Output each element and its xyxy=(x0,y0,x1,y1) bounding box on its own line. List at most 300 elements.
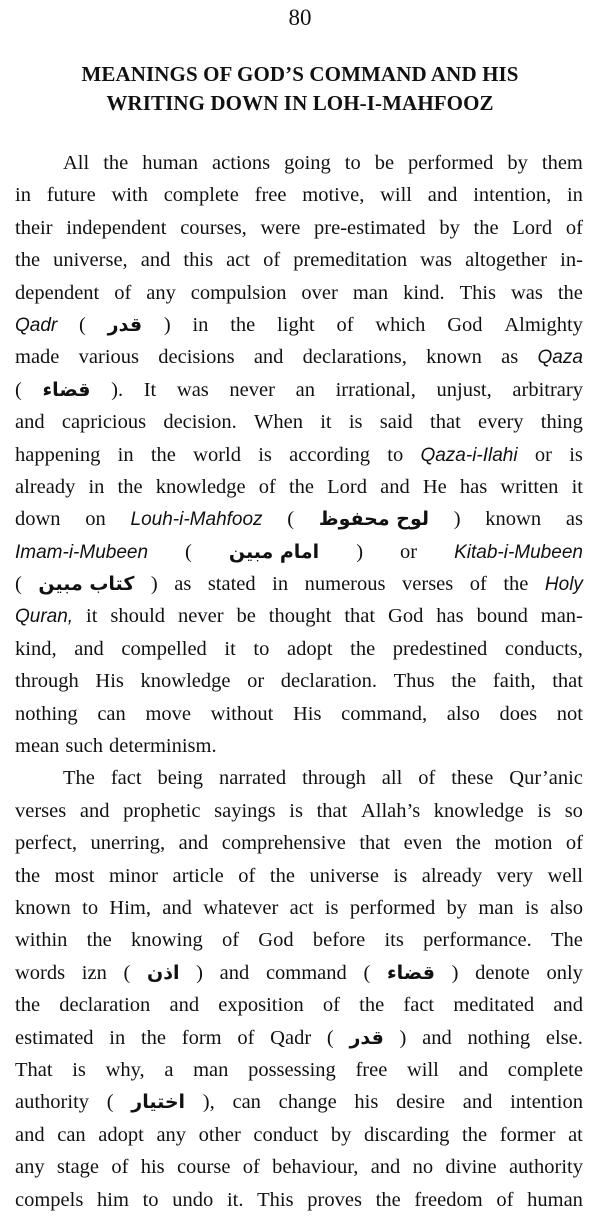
word: already xyxy=(15,475,76,498)
text-line xyxy=(15,795,583,827)
word: any xyxy=(156,1123,187,1146)
word: before xyxy=(312,929,366,952)
word: universe, xyxy=(53,249,128,272)
word: has xyxy=(436,605,464,628)
word: all xyxy=(381,767,403,790)
word: and xyxy=(370,1156,401,1179)
word: God xyxy=(258,929,294,952)
word: or xyxy=(247,670,265,693)
word: desire xyxy=(396,1091,446,1114)
word: will xyxy=(380,184,413,207)
text-line xyxy=(15,277,583,309)
word: Lord xyxy=(327,475,368,498)
word: ). xyxy=(111,378,124,401)
word: any xyxy=(146,281,176,304)
word: that xyxy=(552,670,583,693)
page-number: 80 xyxy=(288,5,312,30)
text-line xyxy=(15,633,583,665)
word: made xyxy=(15,346,60,369)
word: ) xyxy=(356,540,364,563)
word: knowledge xyxy=(433,799,524,822)
text-line xyxy=(15,147,583,179)
word: authority xyxy=(508,1156,583,1179)
word: minor xyxy=(109,864,158,887)
word: ( xyxy=(123,961,131,984)
word: in xyxy=(88,475,105,498)
word: to xyxy=(142,1188,159,1211)
word: and xyxy=(458,1058,489,1081)
word: declarations, xyxy=(302,346,407,369)
word: the xyxy=(462,1123,488,1146)
word: of xyxy=(242,1156,260,1179)
word: future xyxy=(46,184,96,207)
word: izn xyxy=(81,961,107,984)
word: exposition xyxy=(218,994,304,1017)
word: ) xyxy=(150,573,158,596)
word: never xyxy=(229,378,275,401)
word: in xyxy=(109,1026,126,1049)
chapter-title xyxy=(30,60,570,118)
text-line xyxy=(15,989,583,1021)
word: This xyxy=(257,1188,294,1211)
word: compelled xyxy=(121,637,207,660)
word: determinism. xyxy=(108,735,217,758)
word: He xyxy=(422,475,447,498)
word: man xyxy=(193,1058,229,1081)
arabic-term: اختيار xyxy=(131,1091,186,1114)
word: faith, xyxy=(492,670,536,693)
word: known xyxy=(426,346,482,369)
word: unerring, xyxy=(90,832,166,855)
word: being xyxy=(157,767,204,790)
word: within xyxy=(15,929,68,952)
word: narrated xyxy=(218,767,287,790)
word: were xyxy=(260,216,301,239)
word: mean xyxy=(15,735,60,758)
text-line xyxy=(15,892,583,924)
word: command, xyxy=(341,702,428,725)
word: perfect, xyxy=(15,832,78,855)
word: ( xyxy=(15,378,22,401)
word: comprehensive xyxy=(221,832,346,855)
text-line xyxy=(15,503,583,535)
word: going xyxy=(284,152,331,174)
word: ( xyxy=(185,540,192,563)
word: change xyxy=(278,1091,337,1114)
word: authority xyxy=(15,1091,90,1114)
text-line xyxy=(15,924,583,956)
text-line xyxy=(15,374,583,406)
word: can xyxy=(97,702,126,725)
word: man xyxy=(352,281,389,304)
text-line xyxy=(15,1119,583,1151)
word: known xyxy=(15,896,71,919)
text-line xyxy=(15,341,583,373)
arabic-term: قضاء xyxy=(42,378,91,401)
word: through xyxy=(302,767,366,790)
word: bound xyxy=(476,605,528,628)
word: human xyxy=(527,1188,583,1211)
word: possessing xyxy=(248,1058,336,1081)
word: this xyxy=(183,249,214,272)
word: All xyxy=(63,152,90,174)
text-line xyxy=(15,1054,583,1086)
word: the xyxy=(455,832,481,855)
word: the xyxy=(350,637,376,660)
word: is xyxy=(72,1058,86,1081)
word: words xyxy=(15,961,66,984)
text-line xyxy=(15,471,583,503)
word: which xyxy=(375,313,426,336)
word: through xyxy=(15,670,79,693)
word: on xyxy=(85,508,106,531)
word: compulsion xyxy=(190,281,287,304)
word: also xyxy=(549,896,583,919)
word: world xyxy=(193,443,241,466)
word: courses, xyxy=(180,216,247,239)
word: is xyxy=(324,896,339,919)
word: and xyxy=(15,1123,45,1146)
word: with xyxy=(111,184,148,207)
word: a xyxy=(164,1058,174,1081)
word: them xyxy=(541,152,583,174)
word: and xyxy=(79,799,110,822)
word: independent xyxy=(66,216,167,239)
word: as xyxy=(565,508,583,531)
word: in- xyxy=(560,249,583,272)
word: God xyxy=(447,313,483,336)
arabic-term: قضاء xyxy=(386,961,435,984)
word: thing xyxy=(540,411,583,434)
word: ( xyxy=(79,313,86,336)
word: it xyxy=(86,605,98,628)
word: was xyxy=(511,281,543,304)
word: to xyxy=(344,152,361,174)
word: by xyxy=(507,152,528,174)
word: written xyxy=(500,475,559,498)
word: should xyxy=(110,605,166,628)
word: it xyxy=(320,411,332,434)
word: of xyxy=(496,1188,514,1211)
word: Qadr xyxy=(270,1026,312,1049)
word: is xyxy=(537,799,552,822)
word: in xyxy=(272,573,289,596)
italic-term: Qaza xyxy=(537,347,583,369)
word: its xyxy=(384,929,404,952)
word: His xyxy=(293,702,322,725)
word: stage xyxy=(56,1156,100,1179)
word: the xyxy=(375,1188,401,1211)
arabic-term: كتاب مبین xyxy=(38,573,135,596)
word: ( xyxy=(106,1091,114,1114)
word: happening xyxy=(15,443,101,466)
text-line xyxy=(15,244,583,276)
text-line xyxy=(15,698,583,730)
word: does xyxy=(499,702,538,725)
word: whatever xyxy=(203,896,279,919)
chapter-title-line-1: MEANINGS OF GOD’S COMMAND AND HIS xyxy=(81,62,519,86)
word: actions xyxy=(212,152,271,174)
word: human xyxy=(142,152,199,174)
text-line xyxy=(15,762,583,794)
word: already xyxy=(421,864,483,887)
word: the xyxy=(230,313,256,336)
word: former xyxy=(499,1123,556,1146)
italic-term: Qadr xyxy=(15,314,58,336)
word: and xyxy=(553,994,583,1017)
arabic-term: قدر xyxy=(107,313,143,336)
word: capricious xyxy=(61,411,147,434)
word: in xyxy=(566,184,583,207)
word: the xyxy=(86,929,112,952)
word: stated xyxy=(207,573,256,596)
word: complete xyxy=(163,184,239,207)
word: and xyxy=(219,961,250,984)
word: the xyxy=(15,994,41,1017)
word: only xyxy=(546,961,583,984)
text-line xyxy=(15,1184,583,1216)
word: or xyxy=(400,540,418,563)
text-line xyxy=(15,1022,583,1054)
word: Almighty xyxy=(504,313,583,336)
word: numerous xyxy=(304,573,386,596)
word: it. xyxy=(226,1188,244,1211)
word: will xyxy=(406,1058,439,1081)
word: and xyxy=(74,637,104,660)
word: pre-estimated xyxy=(314,216,426,239)
word: Him, xyxy=(109,896,151,919)
word: was xyxy=(420,249,453,272)
word: irrational, xyxy=(335,378,416,401)
word: thought xyxy=(268,605,332,628)
word: That xyxy=(15,1058,53,1081)
word: freedom xyxy=(414,1188,483,1211)
italic-term: Kitab-i-Mubeen xyxy=(454,541,583,563)
word: is xyxy=(348,411,363,434)
word: His xyxy=(95,670,124,693)
word: performance. xyxy=(423,929,532,952)
word: can xyxy=(57,1123,86,1146)
body-text xyxy=(15,147,583,1216)
word: and xyxy=(169,994,200,1017)
word: knowledge xyxy=(140,670,231,693)
word: behaviour, xyxy=(272,1156,359,1179)
text-line xyxy=(15,568,583,600)
word: knowing xyxy=(130,929,203,952)
word: down xyxy=(15,508,61,531)
word: the xyxy=(15,864,41,887)
word: course xyxy=(176,1156,231,1179)
word: his xyxy=(140,1156,165,1179)
word: This xyxy=(459,281,497,304)
word: adopt xyxy=(98,1123,144,1146)
word: God xyxy=(388,605,424,628)
chapter-title-line-2: WRITING DOWN IN LOH-I-MAHFOOZ xyxy=(106,91,494,115)
word: fact xyxy=(403,994,435,1017)
text-line xyxy=(15,536,583,568)
word: sayings xyxy=(214,799,276,822)
word: declaration xyxy=(59,994,151,1017)
word: the xyxy=(557,281,583,304)
word: the xyxy=(15,249,41,272)
word: proves xyxy=(307,1188,362,1211)
word: prophetic xyxy=(123,799,201,822)
italic-term: Holy xyxy=(544,574,583,596)
word: predestined xyxy=(392,637,488,660)
text-line xyxy=(15,1086,583,1118)
word: it xyxy=(224,637,236,660)
word: why, xyxy=(105,1058,145,1081)
word: else. xyxy=(545,1026,583,1049)
word: The xyxy=(63,767,95,790)
word: the xyxy=(103,152,129,174)
word: as xyxy=(501,346,519,369)
word: ) xyxy=(196,961,203,984)
word: the xyxy=(451,670,477,693)
word: divine xyxy=(445,1156,497,1179)
word: conduct xyxy=(253,1123,319,1146)
word: discarding xyxy=(364,1123,450,1146)
word: and xyxy=(15,411,45,434)
word: according xyxy=(289,443,370,466)
word: the xyxy=(140,1026,167,1049)
word: to xyxy=(253,637,270,660)
word: denote xyxy=(475,961,530,984)
word: estimated xyxy=(15,1026,94,1049)
word: act xyxy=(226,249,251,272)
word: the xyxy=(288,475,315,498)
word: by xyxy=(446,896,468,919)
word: Lord xyxy=(512,216,553,239)
word: motive, xyxy=(302,184,365,207)
word: the xyxy=(269,864,295,887)
word: as xyxy=(174,573,192,596)
word: intention, xyxy=(473,184,552,207)
word: most xyxy=(54,864,95,887)
word: be xyxy=(236,605,256,628)
word: any xyxy=(15,1156,45,1179)
italic-term: Qaza-i-Ilahi xyxy=(420,444,518,466)
word: his xyxy=(354,1091,379,1114)
word: man- xyxy=(540,605,583,628)
word: ) xyxy=(399,1026,407,1049)
word: not xyxy=(556,702,583,725)
word: conducts, xyxy=(504,637,583,660)
word: nothing xyxy=(15,702,78,725)
word: kind. xyxy=(403,281,445,304)
word: is xyxy=(569,443,583,466)
word: ) xyxy=(451,961,459,984)
word: very xyxy=(496,864,534,887)
word: is xyxy=(393,864,408,887)
text-line xyxy=(15,179,583,211)
word: intention xyxy=(510,1091,583,1114)
word: of xyxy=(111,1156,129,1179)
word: or xyxy=(534,443,552,466)
word: in xyxy=(117,443,134,466)
word: and xyxy=(178,832,209,855)
word: altogether xyxy=(465,249,548,272)
word: in xyxy=(192,313,209,336)
word: never xyxy=(178,605,224,628)
word: The xyxy=(551,929,583,952)
word: said xyxy=(379,411,413,434)
word: is xyxy=(289,799,303,822)
word: ( xyxy=(15,573,22,596)
word: an xyxy=(295,378,315,401)
word: declaration. xyxy=(280,670,377,693)
word: fact xyxy=(110,767,142,790)
word: act xyxy=(289,896,314,919)
word: ), xyxy=(202,1091,215,1114)
word: Thus xyxy=(393,670,435,693)
word: every xyxy=(478,411,524,434)
word: well xyxy=(547,864,583,887)
word: and xyxy=(427,184,458,207)
text-line xyxy=(15,406,583,438)
text-line xyxy=(15,439,583,471)
arabic-term: امام مبین xyxy=(228,540,320,563)
word: It xyxy=(143,378,157,401)
text-line xyxy=(15,309,583,341)
word: unjust, xyxy=(436,378,492,401)
word: performed xyxy=(349,896,436,919)
word: compels xyxy=(15,1188,84,1211)
word: the xyxy=(117,475,143,498)
word: that xyxy=(344,605,376,628)
italic-term: Louh-i-Mahfooz xyxy=(130,509,263,531)
word: the xyxy=(359,994,385,1017)
word: of xyxy=(238,864,256,887)
word: man xyxy=(478,896,514,919)
word: adopt xyxy=(286,637,333,660)
word: of xyxy=(418,767,436,790)
italic-term: Imam-i-Mubeen xyxy=(15,541,149,563)
word: and xyxy=(253,346,284,369)
word: to xyxy=(387,443,404,466)
word: of xyxy=(565,832,583,855)
word: complete xyxy=(507,1058,583,1081)
italic-term: Quran, xyxy=(15,606,74,628)
word: ( xyxy=(287,508,295,531)
word: undo xyxy=(172,1188,214,1211)
word: Allah’s xyxy=(360,799,421,822)
word: these xyxy=(451,767,494,790)
word: Qur’anic xyxy=(509,767,583,790)
word: the xyxy=(150,443,176,466)
word: over xyxy=(301,281,338,304)
word: of xyxy=(469,573,487,596)
word: motion xyxy=(494,832,553,855)
text-line xyxy=(15,957,583,989)
word: form xyxy=(181,1026,222,1049)
word: and xyxy=(162,896,192,919)
word: also xyxy=(446,702,480,725)
word: to xyxy=(82,896,99,919)
word: even xyxy=(403,832,443,855)
word: that xyxy=(316,799,348,822)
word: command xyxy=(265,961,347,984)
arabic-term: اذن xyxy=(147,961,180,984)
text-line xyxy=(15,665,583,697)
word: universe xyxy=(309,864,379,887)
text-line xyxy=(15,730,583,762)
word: ( xyxy=(363,961,371,984)
word: free xyxy=(355,1058,388,1081)
word: of xyxy=(221,929,240,952)
text-line xyxy=(15,1151,583,1183)
word: such xyxy=(65,735,103,758)
